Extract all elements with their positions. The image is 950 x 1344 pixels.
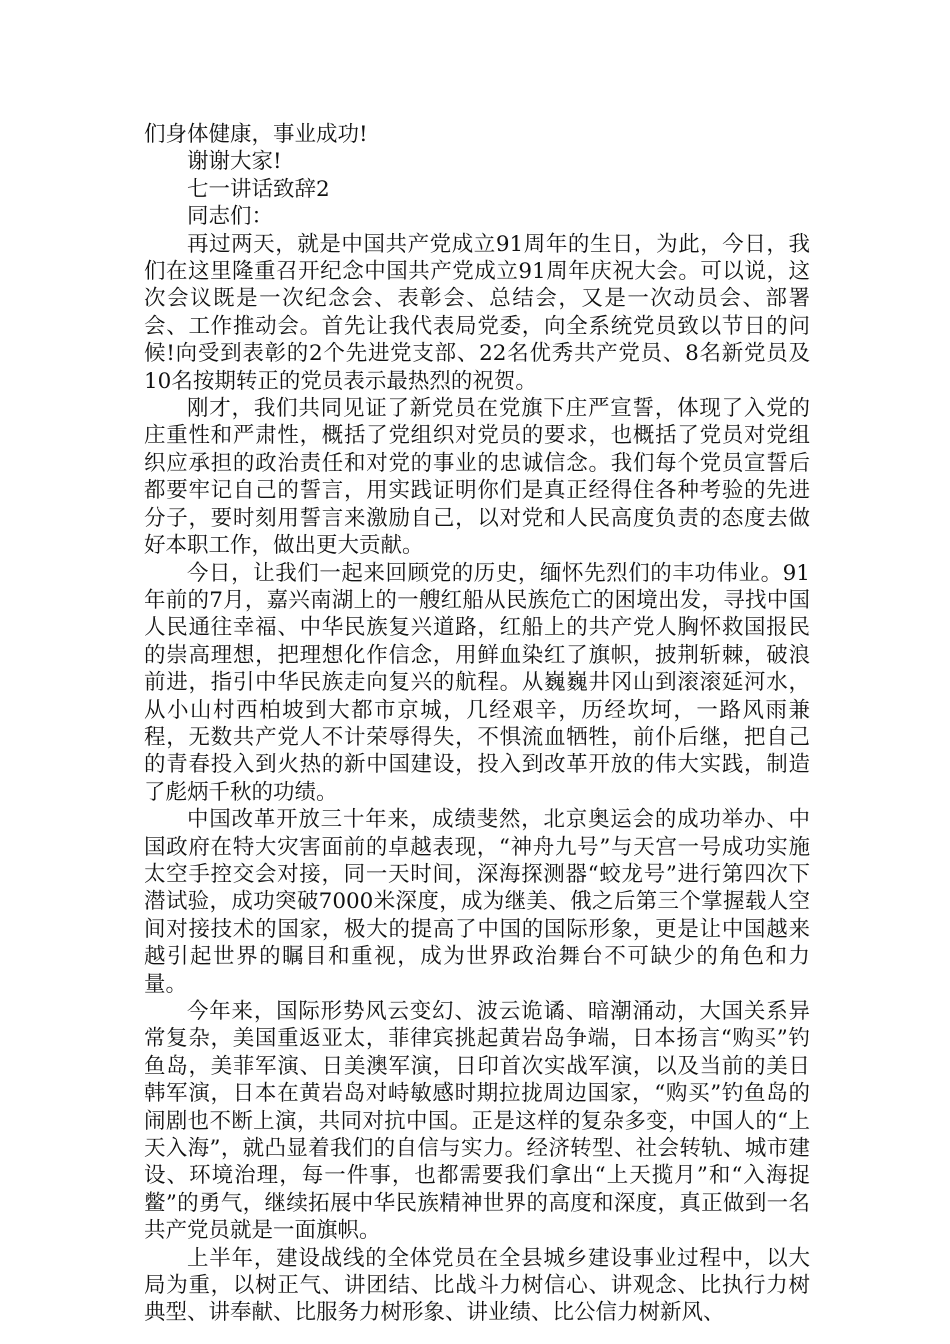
paragraph-oath: 刚才，我们共同见证了新党员在党旗下庄严宣誓，体现了入党的庄重性和严肃性，概括了党组织对党员的要求，也概括了党员对党组织应承担的政治责任和对党的事业的忠诚信念。我们每个党员宣誓后都要牢记自己的誓言，用实践证明你们是真正经得住各种考验的先进分子，要时刻用誓言来激励自己，以对党和人民高度负责的态度去做好本职工作，做出更大贡献。 — [144, 396, 810, 559]
document-page — [144, 121, 810, 1327]
paragraph-achievements: 中国改革开放三十年来，成绩斐然，北京奥运会的成功举办、中国政府在特大灾害面前的卓越表现，“神舟九号”与天宫一号成功实施太空手控交会对接，同一天时间，深海探测器“蛟龙号”进行第四次下潜试验，成功突破7000米深度，成为继美、俄之后第三个掌握载人空间对接技术的国家，极大的提高了中国的国际形象，更是让中国越来越引起世界的瞩目和重视，成为世界政治舞台不可缺少的角色和力量。 — [144, 807, 810, 997]
paragraph-closing-wish: 们身体健康，事业成功! — [144, 122, 368, 147]
paragraph-salutation: 同志们： — [187, 204, 274, 230]
paragraph-opening: 再过两天，就是中国共产党成立91周年的生日，为此，今日，我们在这里隆重召开纪念中国共产党成立91周年庆祝大会。可以说，这次会议既是一次纪念会、表彰会、总结会，又是一次动员会、部署会、工作推动会。首先让我代表局党委，向全系统党员致以节日的问候!向受到表彰的2个先进党支部、22名优秀共产党员、8名新党员及10名按期转正的党员表示最热烈的祝贺。 — [144, 231, 810, 394]
section-heading: 七一讲话致辞2 — [187, 176, 330, 202]
paragraph-history: 今日，让我们一起来回顾党的历史，缅怀先烈们的丰功伟业。91年前的7月，嘉兴南湖上的一艘红船从民族危亡的困境出发，寻找中国人民通往幸福、中华民族复兴道路，红船上的共产党人胸怀救国报民的崇高理想，把理想化作信念，用鲜血染红了旗帜，披荆斩棘，破浪前进，指引中华民族走向复兴的航程。从巍巍井冈山到滚滚延河水，从小山村西柏坡到大都市京城，几经艰辛，历经坎坷，一路风雨兼程，无数共产党人不计荣辱得失，不惧流血牺牲，前仆后继，把自己的青春投入到火热的新中国建设，投入到改革开放的伟大实践，制造了彪炳千秋的功绩。 — [144, 560, 810, 805]
paragraph-international: 今年来，国际形势风云变幻、波云诡谲、暗潮涌动，大国关系异常复杂，美国重返亚太，菲律宾挑起黄岩岛争端，日本扬言“购买”钓鱼岛，美菲军演、日美澳军演，日印首次实战军演，以及当前的美日韩军演，日本在黄岩岛对峙敏感时期拉拢周边国家，“购买”钓鱼岛的闹剧也不断上演，共同对抗中国。正是这样的复杂多变，中国人的“上天入海”，就凸显着我们的自信与实力。经济转型、社会转轨、城市建设、环境治理，每一件事，也都需要我们拿出“上天揽月”和“入海捉鳖”的勇气，继续拓展中华民族精神世界的高度和深度，真正做到一名共产党员就是一面旗帜。 — [144, 999, 810, 1244]
paragraph-thanks: 谢谢大家! — [187, 149, 282, 175]
paragraph-first-half-year: 上半年，建设战线的全体党员在全县城乡建设事业过程中，以大局为重，以树正气、讲团结、比战斗力树信心、讲观念、比执行力树典型、讲奉献、比服务力树形象、讲业绩、比公信力树新风、 — [144, 1245, 810, 1326]
